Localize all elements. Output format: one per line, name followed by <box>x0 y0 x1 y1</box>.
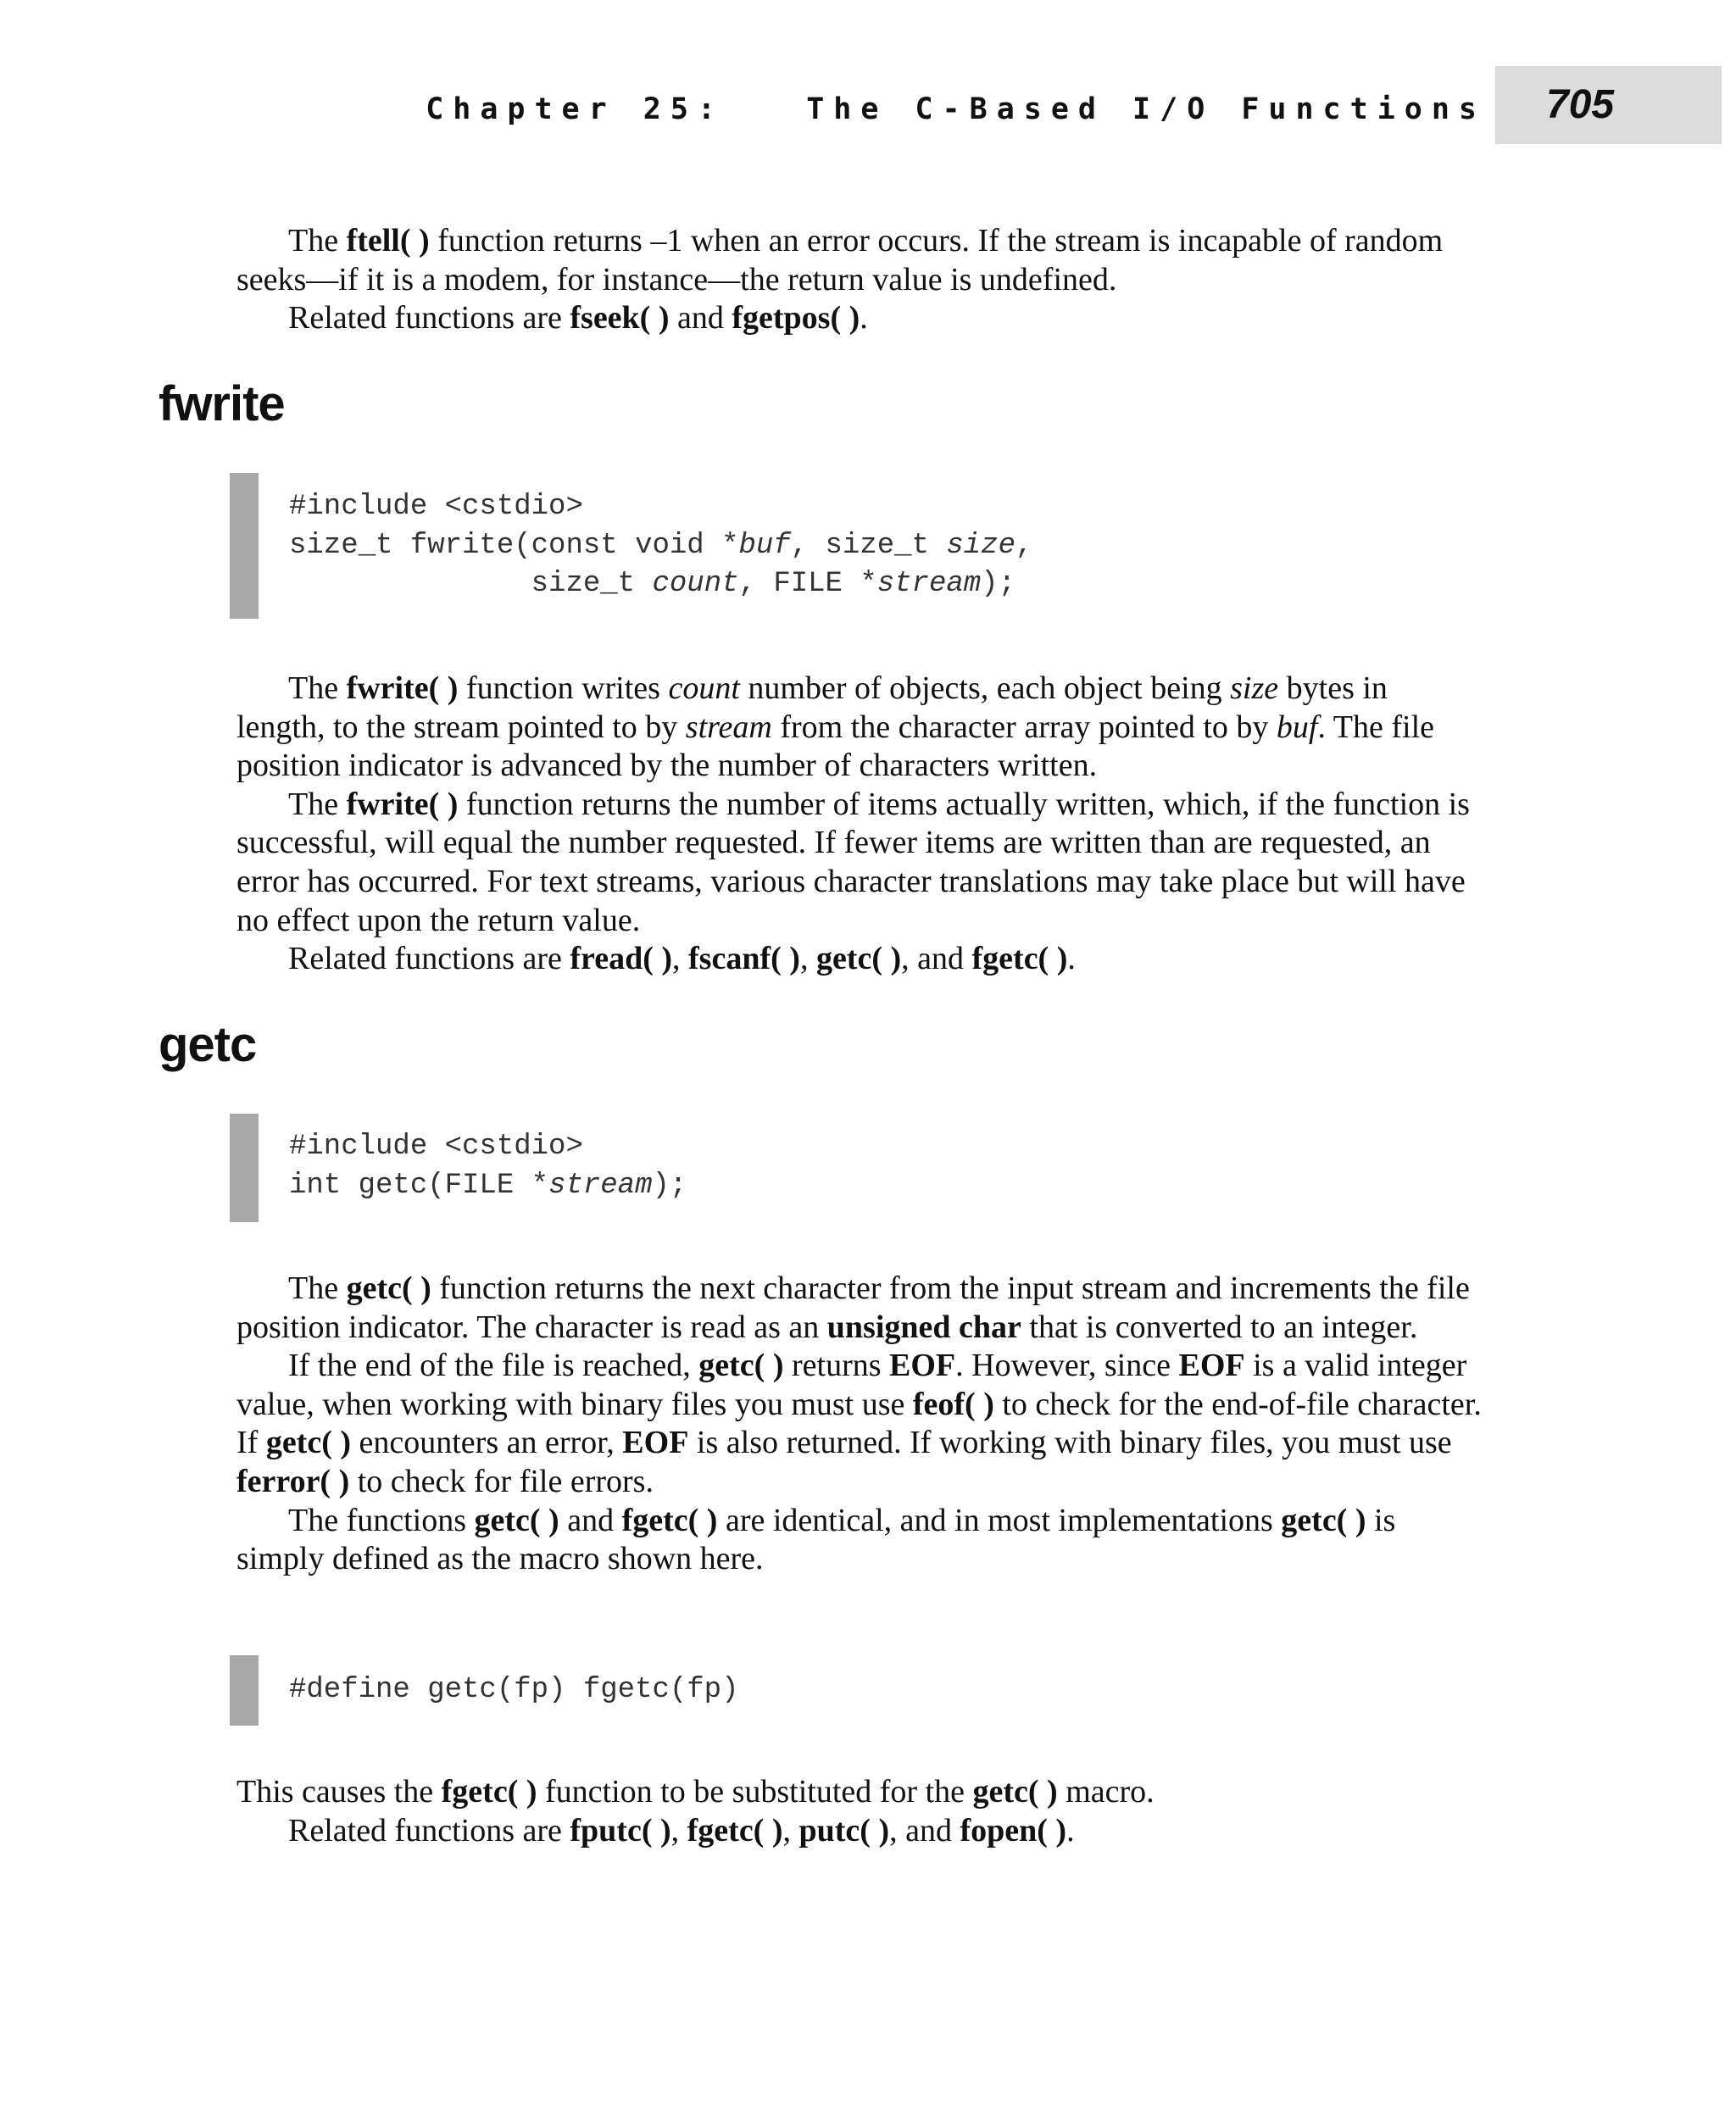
paragraph: The ftell( ) function returns –1 when an error occurs. If the stream is incapable of random seeks—if it is a modem, for instance—the return value is undefined. <box>236 223 1444 297</box>
fwrite-description <box>236 670 1483 979</box>
section-heading-getc: getc <box>159 1017 257 1072</box>
paragraph: The functions getc( ) and fgetc( ) are identical, and in most implementations getc( ) is simply defined as the macro shown here. <box>236 1502 1396 1577</box>
intro-text <box>236 222 1483 338</box>
paragraph: Related functions are fread( ), fscanf( ), getc( ), and fgetc( ). <box>288 941 1076 977</box>
code-block-bar <box>230 1114 259 1222</box>
code-text: #define getc(fp) fgetc(fp) <box>289 1674 739 1706</box>
getc-closing-text <box>236 1773 1483 1850</box>
code-text: #include <cstdio> size_t fwrite(const void *buf, size_t size, size_t count, FILE *stream); <box>289 491 1033 601</box>
code-block-bar <box>230 473 259 619</box>
paragraph: The fwrite( ) function writes count number of objects, each object being size bytes in length, to the stream pointed to by stream from the character array pointed to by buf. The file position indicator is advanced by the number of characters written. <box>236 670 1435 784</box>
page-number: 705 <box>1546 82 1615 127</box>
code-text: #include <cstdio> int getc(FILE *stream); <box>289 1131 687 1202</box>
section-heading-fwrite: fwrite <box>159 376 285 431</box>
page-number-box <box>1495 66 1722 144</box>
paragraph: Related functions are fseek( ) and fgetpos( ). <box>288 300 868 336</box>
paragraph: This causes the fgetc( ) function to be substituted for the getc( ) macro. <box>236 1774 1155 1810</box>
paragraph: If the end of the file is reached, getc( ) returns EOF. However, since EOF is a valid integer value, when working with binary files you must use feof( ) to check for the end-of-file character. If getc( ) encounters an error, EOF is also returned. If working with binary files, you must use ferror( ) to check for file errors. <box>236 1348 1482 1499</box>
getc-description <box>236 1270 1483 1579</box>
paragraph: The fwrite( ) function returns the number of items actually written, which, if the function is successful, will equal the number requested. If fewer items are written than are requested, an error has occurred. For text streams, various character translations may take place but will have no effect upon the return value. <box>236 786 1470 938</box>
paragraph: The getc( ) function returns the next character from the input stream and increments the file position indicator. The character is read as an unsigned char that is converted to an integer. <box>236 1270 1470 1345</box>
paragraph: Related functions are fputc( ), fgetc( ), putc( ), and fopen( ). <box>288 1812 1075 1848</box>
running-header-chapter-title: Chapter 25: The C-Based I/O Functions <box>426 92 1486 126</box>
code-block-bar <box>230 1655 259 1726</box>
